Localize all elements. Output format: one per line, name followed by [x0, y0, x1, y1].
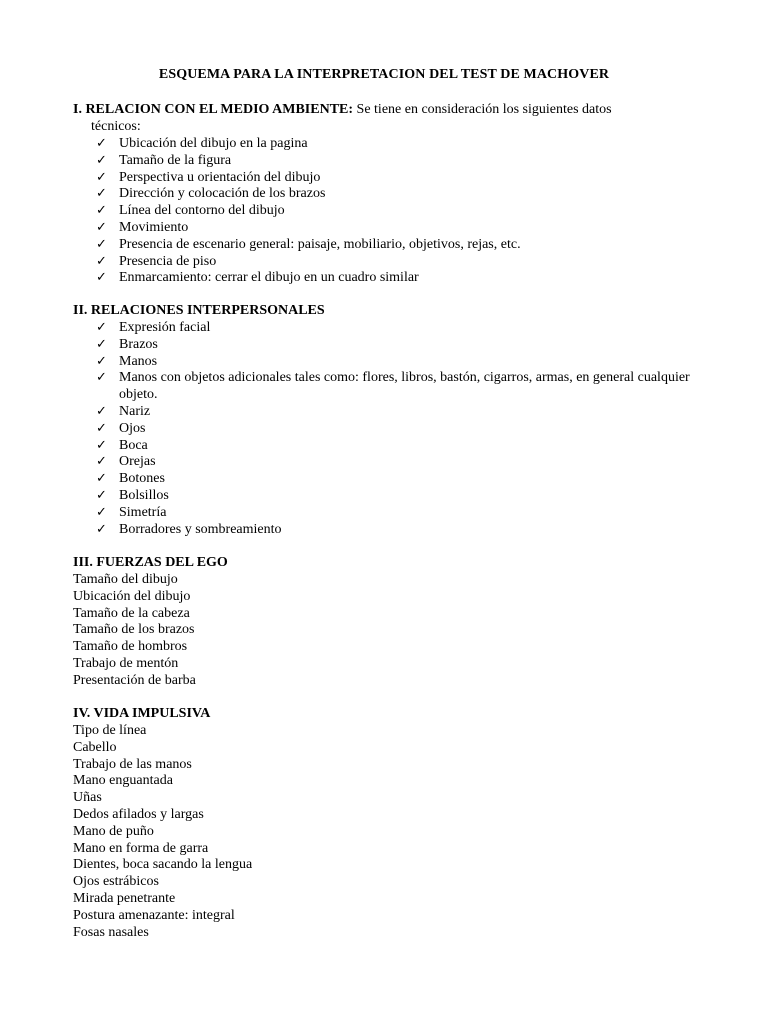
list-item: Ubicación del dibujo — [73, 588, 191, 604]
list-item — [96, 454, 696, 471]
checkmark-icon: ✓ — [96, 203, 107, 219]
section-1-list — [96, 136, 696, 287]
list-item-text: Manos con objetos adicionales tales como: flores, libros, bastón, cigarros, armas, en general cualquier objeto. — [119, 370, 690, 403]
list-item — [96, 488, 696, 505]
list-item — [96, 522, 696, 539]
checkmark-icon: ✓ — [96, 403, 107, 419]
list-item-text: Boca — [119, 437, 148, 453]
list-item-text: Expresión facial — [119, 320, 211, 335]
list-item-text: Línea del contorno del dibujo — [119, 203, 285, 219]
list-item — [96, 404, 696, 421]
list-item — [96, 186, 696, 203]
document-title: ESQUEMA PARA LA INTERPRETACION DEL TEST DE MACHOVER — [158, 67, 610, 82]
list-item: Mano en forma de garra — [73, 840, 209, 856]
checkmark-icon: ✓ — [96, 370, 107, 386]
list-item-text: Ubicación del dibujo en la pagina — [119, 136, 308, 151]
list-item-text: Manos — [119, 353, 158, 369]
list-item-text: Brazos — [119, 336, 158, 352]
list-item-text: Dirección y colocación de los brazos — [119, 186, 326, 202]
list-item — [96, 203, 696, 220]
list-item: Ojos estrábicos — [73, 874, 159, 890]
checkmark-icon: ✓ — [96, 169, 107, 185]
list-item — [96, 170, 696, 187]
checkmark-icon: ✓ — [96, 454, 107, 470]
list-item-text: Nariz — [119, 403, 151, 419]
checkmark-icon: ✓ — [96, 253, 107, 269]
section-1-heading-text: I. RELACION CON EL MEDIO AMBIENTE: — [73, 102, 354, 117]
list-item — [96, 153, 696, 170]
list-item — [96, 354, 696, 371]
list-item — [96, 421, 696, 438]
list-item-text: Orejas — [119, 454, 156, 470]
section-1-heading — [73, 102, 612, 119]
list-item — [96, 220, 696, 237]
list-item: Tamaño del dibujo — [73, 572, 178, 587]
checkmark-icon: ✓ — [96, 437, 107, 453]
section-3-list — [73, 572, 196, 690]
list-item — [96, 136, 696, 153]
checkmark-icon: ✓ — [96, 136, 107, 151]
list-item: Trabajo de las manos — [73, 756, 192, 772]
checkmark-icon: ✓ — [96, 504, 107, 520]
list-item — [96, 337, 696, 354]
checkmark-icon: ✓ — [96, 336, 107, 352]
list-item: Mano enguantada — [73, 773, 173, 789]
list-item: Dientes, boca sacando la lengua — [73, 857, 253, 873]
list-item: Uñas — [73, 790, 102, 806]
list-item-text: Simetría — [119, 504, 167, 520]
list-item-text: Tamaño de la figura — [119, 152, 232, 168]
list-item-text: Botones — [119, 471, 165, 487]
list-item — [96, 237, 696, 254]
checkmark-icon: ✓ — [96, 320, 107, 335]
list-item — [96, 270, 696, 287]
list-item-text: Enmarcamiento: cerrar el dibujo en un cuadro similar — [119, 270, 419, 286]
list-item: Dedos afilados y largas — [73, 806, 204, 822]
list-item — [96, 505, 696, 522]
list-item: Tamaño de la cabeza — [73, 605, 190, 621]
checkmark-icon: ✓ — [96, 487, 107, 503]
checkmark-icon: ✓ — [96, 270, 107, 286]
checkmark-icon: ✓ — [96, 219, 107, 235]
section-4-heading: IV. VIDA IMPULSIVA — [73, 706, 211, 721]
list-item — [96, 320, 696, 337]
section-1-intro-continued: técnicos: — [91, 119, 141, 134]
list-item — [96, 370, 696, 404]
checkmark-icon: ✓ — [96, 186, 107, 202]
list-item: Trabajo de mentón — [73, 655, 179, 671]
list-item: Postura amenazante: integral — [73, 907, 235, 923]
section-3-heading: III. FUERZAS DEL EGO — [73, 555, 228, 570]
list-item: Mano de puño — [73, 823, 154, 839]
list-item: Tamaño de hombros — [73, 639, 188, 655]
section-1-intro: Se tiene en consideración los siguientes datos — [353, 102, 612, 117]
checkmark-icon: ✓ — [96, 236, 107, 252]
checkmark-icon: ✓ — [96, 353, 107, 369]
section-4-list — [73, 723, 252, 941]
list-item — [96, 254, 696, 271]
checkmark-icon: ✓ — [96, 471, 107, 487]
list-item — [96, 438, 696, 455]
list-item-text: Ojos — [119, 420, 146, 436]
list-item: Presentación de barba — [73, 672, 196, 688]
list-item-text: Presencia de piso — [119, 253, 217, 269]
checkmark-icon: ✓ — [96, 521, 107, 537]
list-item: Tamaño de los brazos — [73, 622, 195, 638]
list-item: Fosas nasales — [73, 924, 149, 940]
list-item — [96, 471, 696, 488]
list-item-text: Presencia de escenario general: paisaje, mobiliario, objetivos, rejas, etc. — [119, 236, 521, 252]
list-item-text: Borradores y sombreamiento — [119, 521, 282, 537]
list-item-text: Movimiento — [119, 219, 189, 235]
section-2-list — [96, 320, 696, 538]
list-item-text: Perspectiva u orientación del dibujo — [119, 169, 321, 185]
list-item: Mirada penetrante — [73, 890, 176, 906]
list-item-text: Bolsillos — [119, 487, 169, 503]
checkmark-icon: ✓ — [96, 152, 107, 168]
list-item: Tipo de línea — [73, 723, 147, 738]
checkmark-icon: ✓ — [96, 420, 107, 436]
section-2-heading: II. RELACIONES INTERPERSONALES — [73, 303, 325, 318]
list-item: Cabello — [73, 739, 117, 755]
